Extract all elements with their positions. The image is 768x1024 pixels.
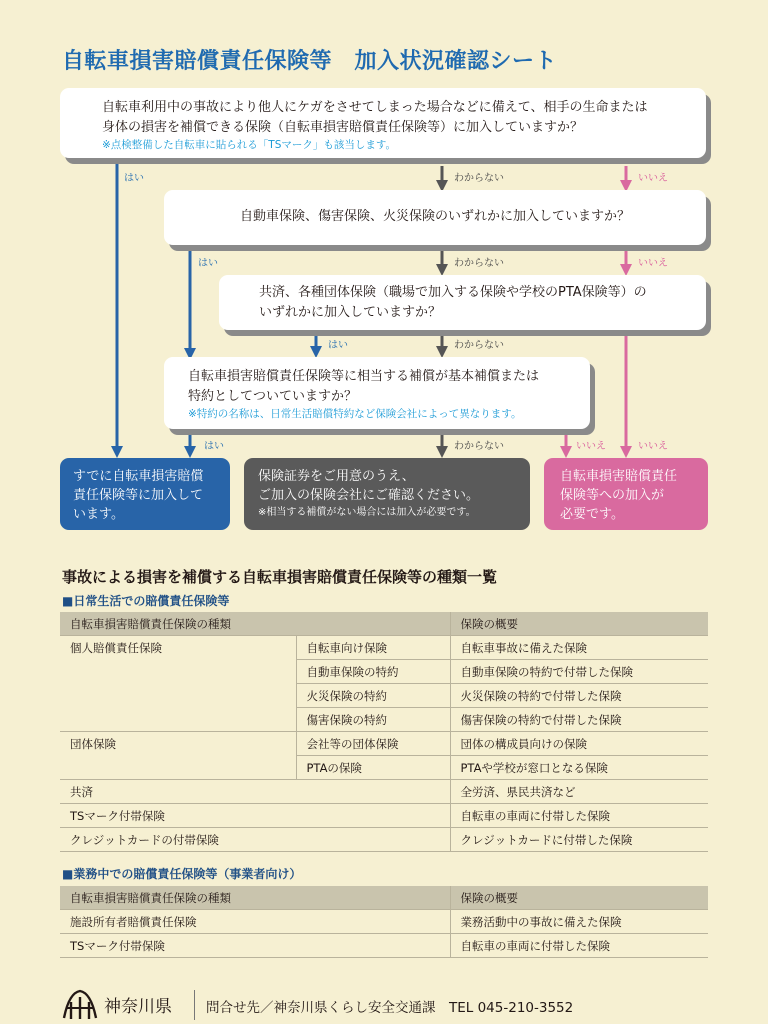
row-summary: 火災保険の特約で付帯した保険 <box>450 684 708 708</box>
row-main <box>60 708 296 732</box>
business-table-header <box>60 886 708 910</box>
label-q4-unknown: わからない <box>454 441 504 452</box>
question-2-text: 自動車保険、傷害保険、火災保険のいずれかに加入していますか？ <box>239 209 630 224</box>
row-summary: 自転車の車両に付帯した保険 <box>450 804 708 828</box>
page-title: 自転車損害賠償責任保険等 加入状況確認シート <box>62 49 558 74</box>
result-enrolled <box>60 458 230 530</box>
prefecture-name: 神奈川県 <box>104 997 172 1017</box>
prefecture-emblem-icon <box>60 988 100 1022</box>
question-3-line1: 共済、各種団体保険（職場で加入する保険や学校のPTA保険等）の <box>259 285 647 300</box>
row-main <box>60 660 296 684</box>
result-required-line2: 保険等への加入が <box>560 488 665 503</box>
label-q2-unknown: わからない <box>454 258 504 269</box>
row-summary: 業務活動中の事故に備えた保険 <box>450 910 708 934</box>
row-summary: 自転車事故に備えた保険 <box>450 636 708 660</box>
table-row <box>60 910 708 934</box>
result-enrolled-line2: 責任保険等に加入して <box>73 488 204 503</box>
question-1-note: ※点検整備した自転車に貼られる「TSマーク」も該当します。 <box>102 139 397 151</box>
result-required-line1: 自転車損害賠償責任 <box>560 469 678 484</box>
result-check <box>244 458 530 530</box>
label-q1-unknown: わからない <box>454 173 504 184</box>
table-row <box>60 732 708 756</box>
row-summary: 団体の構成員向けの保険 <box>450 732 708 756</box>
row-sub: PTAの保険 <box>296 756 450 780</box>
row-main: 共済 <box>60 780 450 804</box>
table-row <box>60 828 708 852</box>
row-sub: 会社等の団体保険 <box>296 732 450 756</box>
result-enrolled-line1: すでに自転車損害賠償 <box>73 469 204 484</box>
result-check-line1: 保険証券をご用意のうえ、 <box>258 469 415 484</box>
table-row <box>60 756 708 780</box>
row-main: TSマーク付帯保険 <box>60 804 450 828</box>
section-title: 事故による損害を補償する自転車損害賠償責任保険等の種類一覧 <box>62 568 498 586</box>
row-main: クレジットカードの付帯保険 <box>60 828 450 852</box>
label-q2-no: いいえ <box>638 258 668 269</box>
business-table <box>60 886 708 958</box>
row-summary: 自動車保険の特約で付帯した保険 <box>450 660 708 684</box>
table-row <box>60 780 708 804</box>
result-check-note: ※相当する補償がない場合には加入が必要です。 <box>258 507 476 518</box>
row-main: 個人賠償責任保険 <box>60 636 296 660</box>
label-q3-unknown: わからない <box>454 340 504 351</box>
question-4-line2: 特約としてついていますか？ <box>188 389 358 404</box>
daily-header-type: 自転車損害賠償責任保険の種類 <box>60 612 450 636</box>
question-3 <box>219 275 706 330</box>
label-q3-no: いいえ <box>638 441 668 452</box>
daily-header-summary: 保険の概要 <box>450 612 708 636</box>
daily-table-header <box>60 612 708 636</box>
row-main <box>60 684 296 708</box>
result-enrolled-line3: います。 <box>73 507 124 522</box>
row-summary: 全労済、県民共済など <box>450 780 708 804</box>
question-2 <box>164 190 706 245</box>
label-q2-yes: はい <box>198 258 218 269</box>
business-header-type: 自転車損害賠償責任保険の種類 <box>60 886 450 910</box>
business-heading: ■業務中での賠償責任保険等（事業者向け） <box>62 867 302 881</box>
row-sub: 自転車向け保険 <box>296 636 450 660</box>
result-check-line2: ご加入の保険会社にご確認ください。 <box>258 488 480 503</box>
label-q4-yes: はい <box>204 441 224 452</box>
question-1-line2: 身体の損害を補償できる保険（自転車損害賠償責任保険等）に加入していますか？ <box>102 120 584 135</box>
row-main: 施設所有者賠償責任保険 <box>60 910 450 934</box>
row-main: TSマーク付帯保険 <box>60 934 450 958</box>
row-summary: 自転車の車両に付帯した保険 <box>450 934 708 958</box>
row-summary: PTAや学校が窓口となる保険 <box>450 756 708 780</box>
row-main <box>60 756 296 780</box>
label-q4-no: いいえ <box>576 441 606 452</box>
footer-divider <box>194 990 195 1020</box>
table-row <box>60 660 708 684</box>
table-row <box>60 636 708 660</box>
label-q3-yes: はい <box>328 340 348 351</box>
row-sub: 自動車保険の特約 <box>296 660 450 684</box>
question-4 <box>164 357 590 429</box>
result-required <box>544 458 708 530</box>
row-sub: 火災保険の特約 <box>296 684 450 708</box>
table-row <box>60 804 708 828</box>
row-sub: 傷害保険の特約 <box>296 708 450 732</box>
row-summary: 傷害保険の特約で付帯した保険 <box>450 708 708 732</box>
table-row <box>60 684 708 708</box>
question-1-line1: 自転車利用中の事故により他人にケガをさせてしまった場合などに備えて、相手の生命または <box>102 100 648 115</box>
daily-heading: ■日常生活での賠償責任保険等 <box>62 594 230 608</box>
label-q1-no: いいえ <box>638 173 668 184</box>
table-row <box>60 934 708 958</box>
label-q1-yes: はい <box>124 173 144 184</box>
row-summary: クレジットカードに付帯した保険 <box>450 828 708 852</box>
business-header-summary: 保険の概要 <box>450 886 708 910</box>
question-4-note: ※特約の名称は、日常生活賠償特約など保険会社によって異なります。 <box>188 408 522 420</box>
table-row <box>60 708 708 732</box>
contact-info: 問合せ先／神奈川県くらし安全交通課 TEL 045-210-3552 <box>206 1000 574 1016</box>
question-4-line1: 自転車損害賠償責任保険等に相当する補償が基本補償または <box>188 369 540 384</box>
row-main: 団体保険 <box>60 732 296 756</box>
daily-table <box>60 612 708 852</box>
question-3-line2: いずれかに加入していますか？ <box>259 305 442 320</box>
question-1 <box>60 88 706 158</box>
result-required-line3: 必要です。 <box>560 507 624 522</box>
